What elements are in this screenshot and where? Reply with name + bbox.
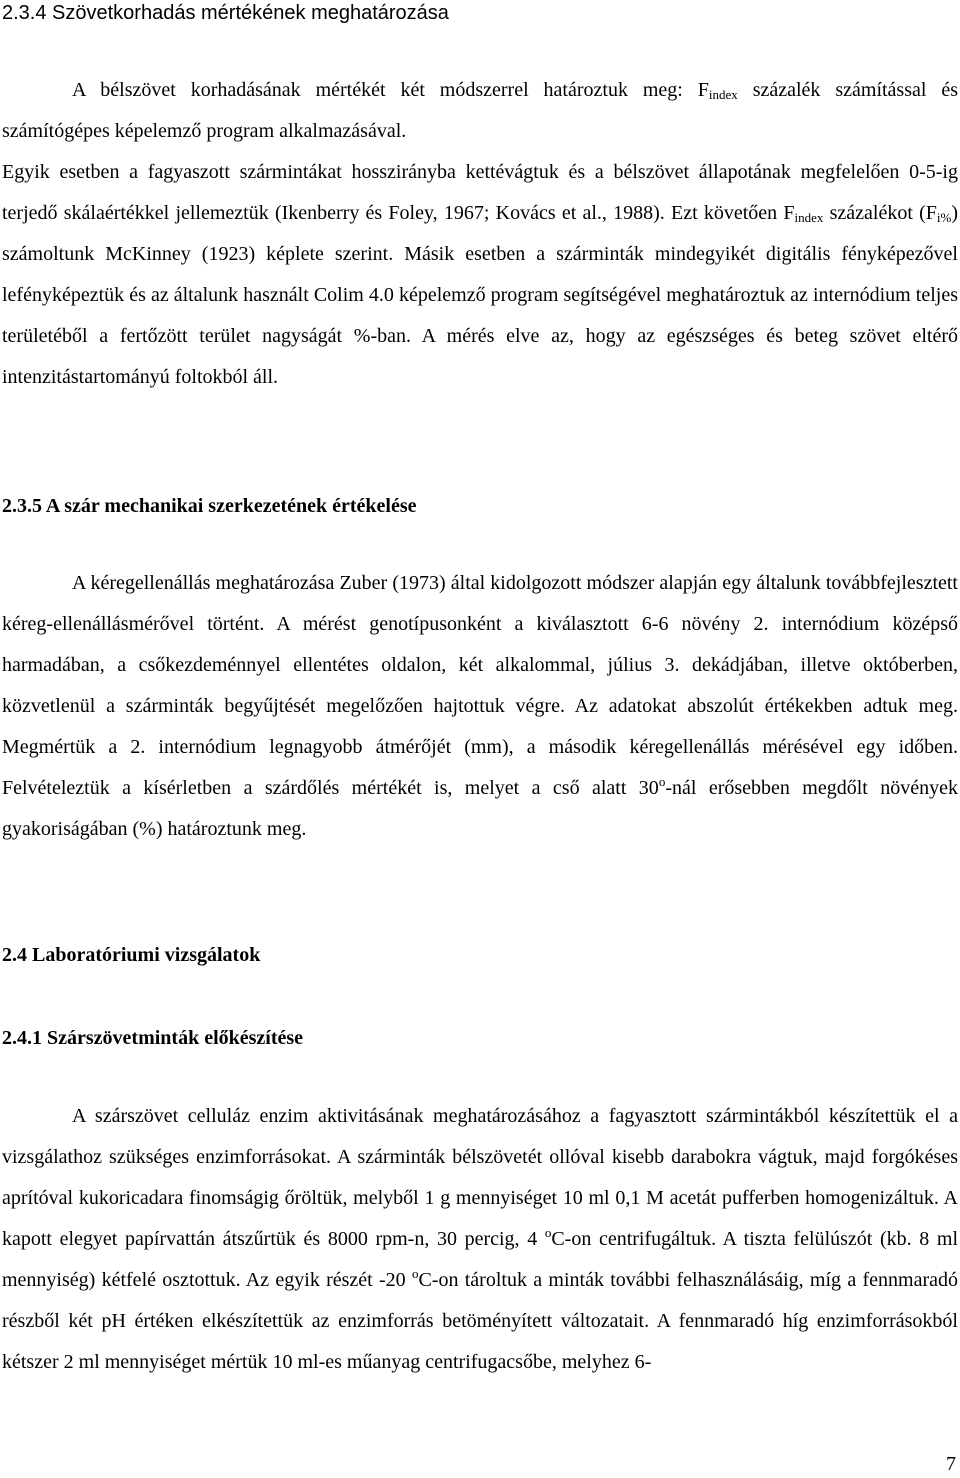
section-heading-2-3-5: 2.3.5 A szár mechanikai szerkezetének értékelése (2, 495, 417, 517)
section-heading-2-3-4: 2.3.4 Szövetkorhadás mértékének meghatározása (2, 2, 449, 24)
paragraph-2-3-4-methods: Egyik esetben a fagyaszott szármintákat hosszirányba kettévágtuk és a bélszövet állapotának megfelelően 0-5-ig terjedő skálaértékkel jellemeztük (Ikenberry és Foley, 1967; Kovács et al., 1988). Ezt követően $F_{index}$ százalékot $(F_{i\%})$ számoltunk McKinney (1923) képlete szerint. Másik esetben a szárminták mindegyikét digitális fényképezővel lefényképeztük és az általunk használt Colim 4.0 képelemző program segítségével meghatároztuk az internódium teljes területéből a fertőzött terület nagyságát %-ban. A mérés elve az, hogy az egészséges és beteg szövet eltérő intenzitástartományú foltokból áll. (2, 161, 958, 388)
page-number: 7 (946, 1453, 956, 1475)
paragraph-2-3-5: A kéregellenállás meghatározása Zuber (1973) által kidolgozott módszer alapján egy általunk továbbfejlesztett kéreg-ellenállásmérővel történt. A mérést genotípusonként a kiválasztott 6-6 növény 2. internódium középső harmadában, a csőkezdeménnyel ellentétes oldalon, két alkalommal, július 3. dekádjában, illetve októberben, közvetlenül a szárminták begyűjtését megelőzően hajtottuk végre. Az adatokat abszolút értékekben adtuk meg. Megmértük a 2. internódium legnagyobb átmérőjét (mm), a második kéregellenállás mérésével egy időben. Felvételeztük a kísérletben a szárdőlés mértékét is, melyet a cső alatt 30$^o$-nál erősebben megdőlt növények gyakoriságában (%) határoztunk meg. (2, 572, 958, 840)
paragraph-2-4-1: A szárszövet celluláz enzim aktivitásának meghatározásához a fagyasztott szármintákból készítettük el a vizsgálathoz szükséges enzimforrásokat. A szárminták bélszövetét ollóval kisebb darabokra vágtuk, majd forgókéses aprítóval kukoricadara finomságig őröltük, melyből 1 g mennyiséget 10 ml 0,1 M acetát pufferben homogenizáltuk. A kapott elegyet papírvattán átszűrtük és 8000 rpm-n, 30 percig, 4 $^o$C-on centrifugáltuk. A tiszta felülúszót (kb. 8 ml mennyiség) kétfelé osztottuk. Az egyik részét -20 $^o$C-on tároltuk a minták további felhasználásáig, míg a fennmaradó részből két pH értéken elkészítettük az enzimforrás betöményített változatait. A fennmaradó híg enzimforrásokból kétszer 2 ml mennyiséget mértük 10 ml-es műanyag centrifugacsőbe, melyhez 6- (2, 1105, 959, 1373)
section-heading-2-4: 2.4 Laboratóriumi vizsgálatok (2, 944, 261, 966)
section-heading-2-4-1: 2.4.1 Szárszövetminták előkészítése (2, 1027, 304, 1049)
paragraph-2-3-4-intro: A bélszövet korhadásának mértékét két módszerrel határoztuk meg: $F_{index}$ százalék számítással és számítógépes képelemző program alkalmazásával. (2, 79, 959, 142)
